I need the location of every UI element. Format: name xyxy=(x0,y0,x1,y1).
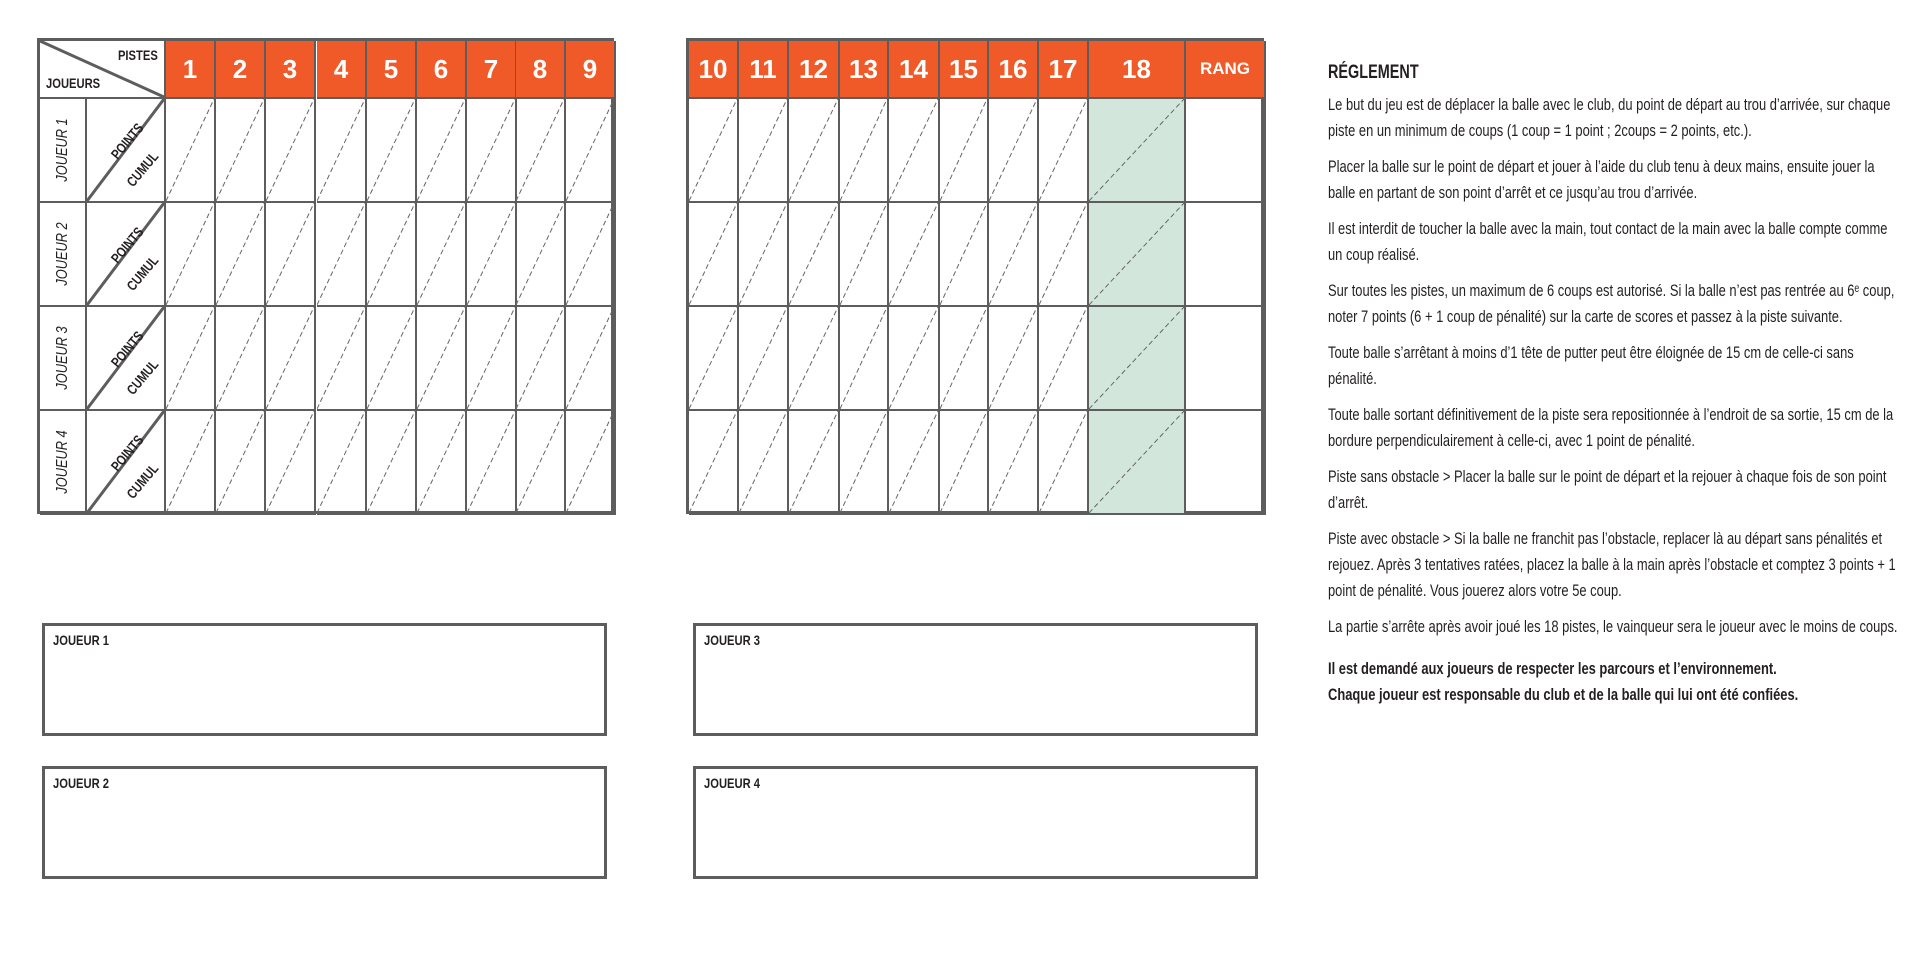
score-cell[interactable] xyxy=(166,307,216,411)
closing-note xyxy=(1328,656,1902,708)
score-divider-dashed xyxy=(840,307,887,409)
hole-header-18 xyxy=(1089,41,1186,99)
score-divider-dashed xyxy=(266,203,314,305)
player-name: JOUEUR 2 xyxy=(53,222,71,286)
hole-header-13 xyxy=(840,41,889,99)
score-divider-dashed xyxy=(516,99,564,201)
score-cell[interactable] xyxy=(889,99,940,203)
score-divider-dashed xyxy=(467,203,515,305)
score-cell[interactable] xyxy=(689,307,739,411)
score-cell[interactable] xyxy=(266,411,316,515)
hole-number: 2 xyxy=(232,53,248,84)
score-cell[interactable] xyxy=(739,411,789,515)
score-cell[interactable] xyxy=(467,99,517,203)
hole-number: 5 xyxy=(383,53,399,84)
score-cell[interactable] xyxy=(516,99,566,203)
rule-paragraph: Il est interdit de toucher la balle avec la main, tout contact de la main avec la balle compte comme un coup réalisé. xyxy=(1328,219,1888,264)
score-cell[interactable] xyxy=(889,307,940,411)
score-divider-dashed xyxy=(166,203,214,305)
hole-number: 17 xyxy=(1048,53,1078,84)
score-cell[interactable] xyxy=(166,99,216,203)
player-row-label xyxy=(40,307,87,411)
hole-header-4 xyxy=(317,41,367,99)
score-cell[interactable] xyxy=(417,203,467,307)
score-divider-dashed xyxy=(566,203,614,305)
score-divider-dashed xyxy=(566,307,614,409)
score-divider-dashed xyxy=(739,411,787,513)
score-divider-dashed xyxy=(317,99,365,201)
score-divider-dashed xyxy=(989,411,1037,513)
score-divider-dashed xyxy=(1039,307,1087,409)
score-divider-dashed xyxy=(317,411,365,513)
score-cell[interactable] xyxy=(367,307,417,411)
score-divider-dashed xyxy=(216,307,264,409)
rule-paragraph: Toute balle sortant définitivement de la piste sera repositionnée à l’endroit de sa sortie, 15 cm de la bordure perpendiculairement à celle-ci, avec 1 point de pénalité. xyxy=(1328,405,1894,450)
hole-number: 4 xyxy=(333,53,349,84)
score-cell[interactable] xyxy=(739,307,789,411)
rule-paragraph: Placer la balle sur le point de départ et jouer à l’aide du club tenu à deux mains, ensuite jouer la balle en partant de son point d’arrêt et ce jusqu’au trou d’arrivée. xyxy=(1328,157,1875,202)
score-cell[interactable] xyxy=(789,203,840,307)
score-cell[interactable] xyxy=(467,203,517,307)
player-box-3[interactable] xyxy=(693,623,1258,736)
rank-header xyxy=(1186,41,1266,99)
score-cell[interactable] xyxy=(1089,99,1186,203)
score-cell[interactable] xyxy=(216,99,266,203)
score-cell[interactable] xyxy=(467,411,517,515)
score-divider-dashed xyxy=(317,203,365,305)
score-divider-dashed xyxy=(1039,411,1087,513)
score-cell[interactable] xyxy=(989,99,1039,203)
hole-header-9 xyxy=(566,41,616,99)
hole-number: 8 xyxy=(532,53,548,84)
hole-header-11 xyxy=(739,41,789,99)
score-cell[interactable] xyxy=(940,411,989,515)
score-cell[interactable] xyxy=(940,307,989,411)
score-divider-dashed xyxy=(1039,99,1087,201)
pistes-label: PISTES xyxy=(118,47,158,63)
score-cell[interactable] xyxy=(166,411,216,515)
score-cell[interactable] xyxy=(1039,203,1089,307)
score-cell[interactable] xyxy=(266,203,316,307)
points-label: POINTS xyxy=(107,223,147,267)
score-cell[interactable] xyxy=(317,307,367,411)
score-cell[interactable] xyxy=(417,411,467,515)
score-divider-dashed xyxy=(516,307,564,409)
score-divider-dashed xyxy=(1089,203,1184,305)
score-cell[interactable] xyxy=(216,203,266,307)
score-divider-dashed xyxy=(739,99,787,201)
score-cell[interactable] xyxy=(889,411,940,515)
score-divider-dashed xyxy=(1089,411,1184,513)
rule-paragraph: Toute balle s’arrêtant à moins d’1 tête de putter peut être éloignée de 15 cm de celle-ci sans pénalité. xyxy=(1328,343,1854,388)
score-divider-dashed xyxy=(789,307,838,409)
score-cell[interactable] xyxy=(989,411,1039,515)
points-cumul-label xyxy=(87,411,166,515)
rank-cell[interactable] xyxy=(1186,99,1266,203)
score-divider-dashed xyxy=(216,203,264,305)
score-cell[interactable] xyxy=(417,99,467,203)
score-cell[interactable] xyxy=(467,307,517,411)
score-cell[interactable] xyxy=(989,203,1039,307)
score-divider-dashed xyxy=(317,307,365,409)
score-cell[interactable] xyxy=(216,307,266,411)
hole-number: 15 xyxy=(949,53,978,84)
score-cell[interactable] xyxy=(889,203,940,307)
score-cell[interactable] xyxy=(739,99,789,203)
player-box-label: JOUEUR 1 xyxy=(53,632,110,648)
player-box-label: JOUEUR 4 xyxy=(704,775,761,791)
points-label: POINTS xyxy=(107,431,147,475)
score-cell[interactable] xyxy=(317,203,367,307)
hole-header-6 xyxy=(417,41,467,99)
score-cell[interactable] xyxy=(566,99,616,203)
hole-header-2 xyxy=(216,41,266,99)
player-box-label: JOUEUR 3 xyxy=(704,632,761,648)
score-divider-dashed xyxy=(689,203,737,305)
rules-title: RÉGLEMENT xyxy=(1328,62,1419,83)
score-divider-dashed xyxy=(789,99,838,201)
score-cell[interactable] xyxy=(516,203,566,307)
score-divider-dashed xyxy=(566,411,614,513)
score-cell[interactable] xyxy=(266,99,316,203)
scorecard-front-nine xyxy=(37,38,614,514)
score-divider-dashed xyxy=(789,411,838,513)
score-divider-dashed xyxy=(889,99,938,201)
score-divider-dashed xyxy=(417,99,465,201)
score-divider-dashed xyxy=(367,307,415,409)
hole-number: 7 xyxy=(483,53,499,84)
hole-number: 1 xyxy=(182,53,198,84)
score-divider-dashed xyxy=(1089,99,1184,201)
hole-header-12 xyxy=(789,41,840,99)
player-name: JOUEUR 3 xyxy=(53,326,71,390)
score-divider-dashed xyxy=(367,99,415,201)
points-cumul-label xyxy=(87,307,166,411)
rule-paragraph: La partie s’arrête après avoir joué les 18 pistes, le vainqueur sera le joueur avec le moins de coups. xyxy=(1328,617,1898,636)
hole-number: 10 xyxy=(698,53,728,84)
score-divider-dashed xyxy=(216,99,264,201)
score-divider-dashed xyxy=(889,411,938,513)
hole-header-10 xyxy=(689,41,739,99)
score-cell[interactable] xyxy=(989,307,1039,411)
score-divider-dashed xyxy=(1039,203,1087,305)
rank-cell[interactable] xyxy=(1186,203,1266,307)
player-box-2[interactable] xyxy=(42,766,607,879)
score-cell[interactable] xyxy=(840,307,889,411)
player-name: JOUEUR 1 xyxy=(53,118,71,182)
hole-number: 18 xyxy=(1122,53,1151,84)
score-divider-dashed xyxy=(989,99,1037,201)
rule-paragraph: Piste sans obstacle > Placer la balle sur le point de départ et la rejouer à chaque fois de son point d’arrêt. xyxy=(1328,467,1887,512)
hole-header-1 xyxy=(166,41,216,99)
hole-header-3 xyxy=(266,41,316,99)
score-divider-dashed xyxy=(889,203,938,305)
hole-number: 6 xyxy=(433,53,449,84)
score-cell[interactable] xyxy=(840,411,889,515)
score-divider-dashed xyxy=(689,307,737,409)
cumul-label: CUMUL xyxy=(123,356,162,398)
score-divider-dashed xyxy=(689,99,737,201)
hole-header-7 xyxy=(467,41,517,99)
score-cell[interactable] xyxy=(516,411,566,515)
hole-header-16 xyxy=(989,41,1039,99)
score-divider-dashed xyxy=(989,307,1037,409)
hole-header-17 xyxy=(1039,41,1089,99)
hole-number: 13 xyxy=(849,53,878,84)
score-cell[interactable] xyxy=(166,203,216,307)
score-divider-dashed xyxy=(739,203,787,305)
score-divider-dashed xyxy=(467,411,515,513)
score-divider-dashed xyxy=(1089,307,1184,409)
hole-number: 9 xyxy=(582,53,598,84)
score-divider-dashed xyxy=(417,411,465,513)
score-cell[interactable] xyxy=(367,99,417,203)
rank-cell[interactable] xyxy=(1186,411,1266,515)
player-box-4[interactable] xyxy=(693,766,1258,879)
score-cell[interactable] xyxy=(1039,411,1089,515)
score-cell[interactable] xyxy=(367,203,417,307)
score-cell[interactable] xyxy=(216,411,266,515)
score-cell[interactable] xyxy=(789,411,840,515)
score-divider-dashed xyxy=(940,203,987,305)
hole-header-15 xyxy=(940,41,989,99)
score-divider-dashed xyxy=(367,203,415,305)
score-cell[interactable] xyxy=(789,307,840,411)
score-cell[interactable] xyxy=(940,203,989,307)
cumul-label: CUMUL xyxy=(123,148,162,190)
hole-number: 12 xyxy=(799,53,828,84)
score-cell[interactable] xyxy=(1089,203,1186,307)
score-cell[interactable] xyxy=(1039,99,1089,203)
score-divider-dashed xyxy=(739,307,787,409)
points-label: POINTS xyxy=(107,119,147,163)
hole-number: 11 xyxy=(749,53,777,84)
score-cell[interactable] xyxy=(689,203,739,307)
score-divider-dashed xyxy=(417,307,465,409)
scorecard-back-nine xyxy=(686,38,1264,514)
score-divider-dashed xyxy=(940,411,987,513)
hole-header-5 xyxy=(367,41,417,99)
rank-cell[interactable] xyxy=(1186,307,1266,411)
hole-number: 16 xyxy=(998,53,1028,84)
score-divider-dashed xyxy=(840,99,887,201)
score-cell[interactable] xyxy=(1089,307,1186,411)
score-cell[interactable] xyxy=(566,307,616,411)
score-cell[interactable] xyxy=(516,307,566,411)
cumul-label: CUMUL xyxy=(123,252,162,294)
score-cell[interactable] xyxy=(266,307,316,411)
score-divider-dashed xyxy=(266,411,314,513)
score-cell[interactable] xyxy=(1089,411,1186,515)
score-divider-dashed xyxy=(166,411,214,513)
player-box-1[interactable] xyxy=(42,623,607,736)
closing-line-1: Il est demandé aux joueurs de respecter les parcours et l’environnement. xyxy=(1328,659,1777,678)
closing-line-2: Chaque joueur est responsable du club et de la balle qui lui ont été confiées. xyxy=(1328,685,1799,704)
hole-header-8 xyxy=(516,41,566,99)
score-divider-dashed xyxy=(467,99,515,201)
player-row-label xyxy=(40,99,87,203)
rule-paragraph: Piste avec obstacle > Si la balle ne franchit pas l’obstacle, replacer là au départ sans pénalités et rejouez. Après 3 tentatives ratées, placez la balle à la main après l’obstacle et comptez 3 points + 1 point de pénalité. Vous jouerez alors votre 5e coup. xyxy=(1328,529,1896,600)
score-divider-dashed xyxy=(467,307,515,409)
score-divider-dashed xyxy=(940,99,987,201)
score-divider-dashed xyxy=(840,411,887,513)
rank-label: RANG xyxy=(1199,59,1251,78)
score-cell[interactable] xyxy=(367,411,417,515)
score-divider-dashed xyxy=(566,99,614,201)
hole-number: 3 xyxy=(282,53,298,84)
player-row-label xyxy=(40,203,87,307)
rule-paragraph: Le but du jeu est de déplacer la balle avec le club, du point de départ au trou d’arrivée, sur chaque piste en un minimum de coups (1 coup = 1 point ; 2coups = 2 points, etc.). xyxy=(1328,95,1891,140)
score-cell[interactable] xyxy=(317,99,367,203)
rule-paragraph: Sur toutes les pistes, un maximum de 6 coups est autorisé. Si la balle n’est pas rentrée au 6ᵉ coup, noter 7 points (6 + 1 coup de pénalité) sur la carte de scores et passez à la piste suivante. xyxy=(1328,281,1895,326)
score-cell[interactable] xyxy=(417,307,467,411)
rules-panel xyxy=(1328,60,1902,718)
score-divider-dashed xyxy=(367,411,415,513)
score-cell[interactable] xyxy=(317,411,367,515)
score-divider-dashed xyxy=(516,203,564,305)
score-cell[interactable] xyxy=(789,99,840,203)
score-cell[interactable] xyxy=(1039,307,1089,411)
hole-header-14 xyxy=(889,41,940,99)
points-cumul-label xyxy=(87,99,166,203)
score-divider-dashed xyxy=(889,307,938,409)
cumul-label: CUMUL xyxy=(123,460,162,502)
score-divider-dashed xyxy=(417,203,465,305)
score-cell[interactable] xyxy=(566,411,616,515)
hole-number: 14 xyxy=(899,53,928,84)
score-divider-dashed xyxy=(516,411,564,513)
score-divider-dashed xyxy=(789,203,838,305)
score-cell[interactable] xyxy=(689,411,739,515)
player-name: JOUEUR 4 xyxy=(53,430,71,494)
points-label: POINTS xyxy=(107,327,147,371)
score-divider-dashed xyxy=(216,411,264,513)
score-divider-dashed xyxy=(266,99,314,201)
score-divider-dashed xyxy=(689,411,737,513)
points-cumul-label xyxy=(87,203,166,307)
score-cell[interactable] xyxy=(739,203,789,307)
score-cell[interactable] xyxy=(566,203,616,307)
score-cell[interactable] xyxy=(840,203,889,307)
score-cell[interactable] xyxy=(940,99,989,203)
score-cell[interactable] xyxy=(840,99,889,203)
score-divider-dashed xyxy=(166,307,214,409)
player-box-label: JOUEUR 2 xyxy=(53,775,110,791)
header-corner xyxy=(40,41,166,99)
score-divider-dashed xyxy=(989,203,1037,305)
joueurs-label: JOUEURS xyxy=(46,75,101,91)
score-divider-dashed xyxy=(840,203,887,305)
player-row-label xyxy=(40,411,87,515)
score-cell[interactable] xyxy=(689,99,739,203)
score-divider-dashed xyxy=(166,99,214,201)
score-divider-dashed xyxy=(940,307,987,409)
score-divider-dashed xyxy=(266,307,314,409)
